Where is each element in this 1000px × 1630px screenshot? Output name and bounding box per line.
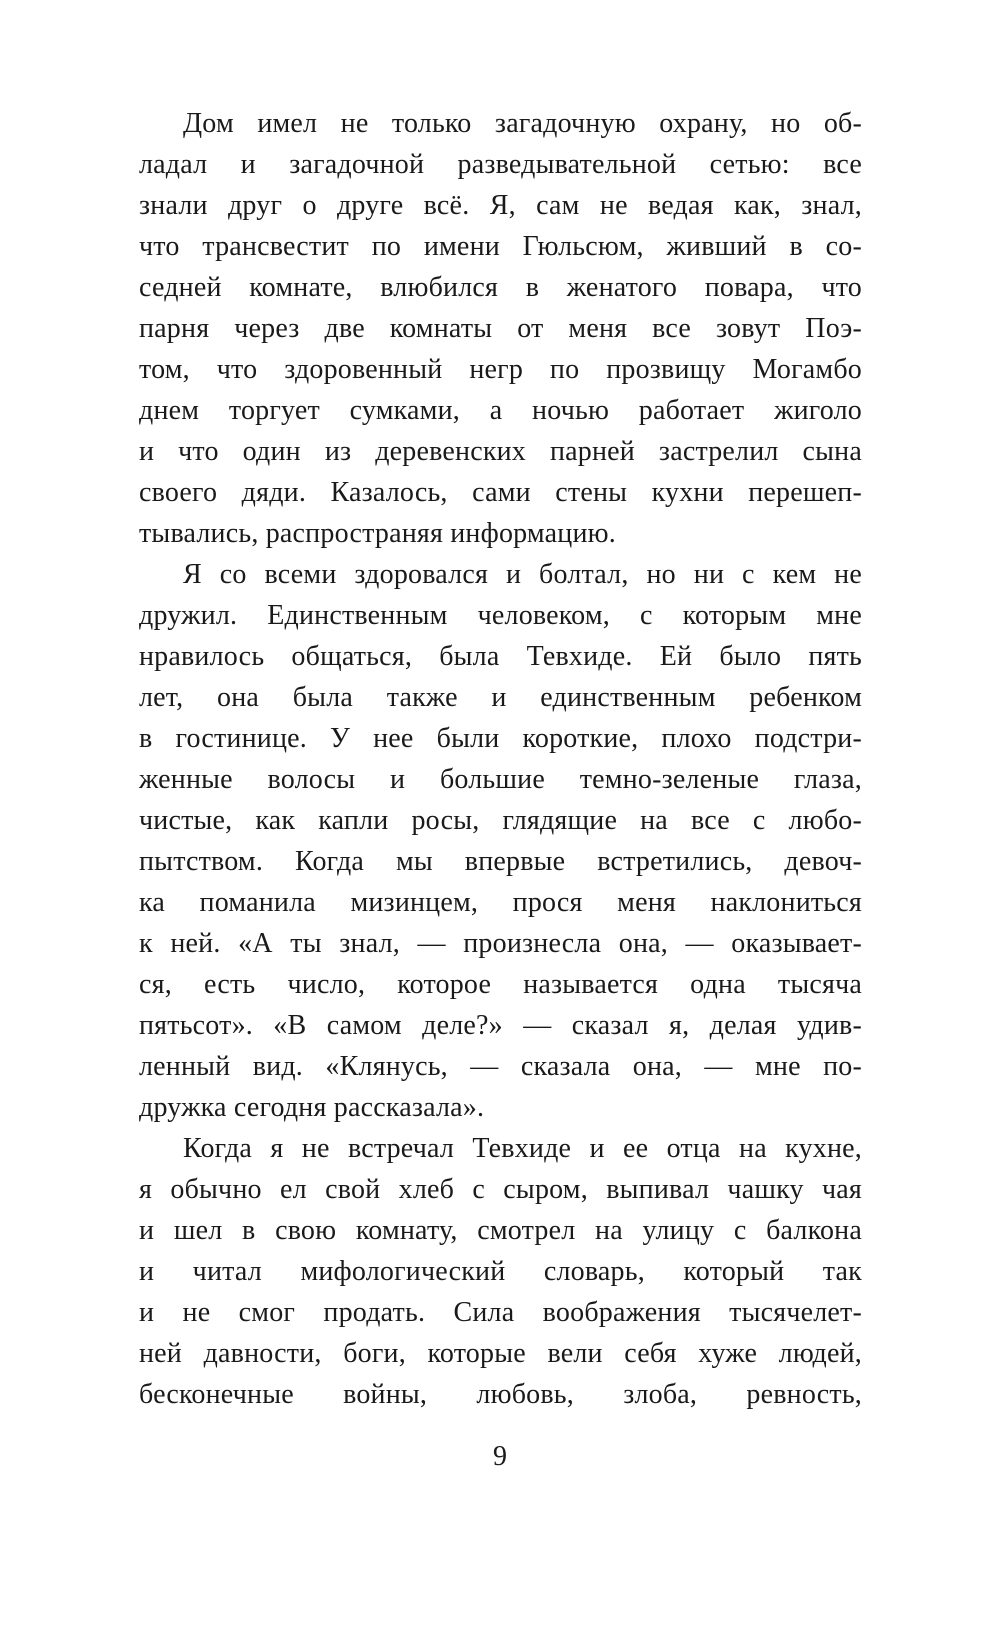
text-line: лет, она была также и единственным ребенком: [139, 682, 862, 713]
paragraph: [139, 103, 862, 554]
text-line: и читал мифологический словарь, который так: [139, 1256, 862, 1287]
text-line: чистые, как капли росы, глядящие на все с любо-: [139, 805, 862, 836]
text-line: нравилось общаться, была Тевхиде. Ей было пять: [139, 641, 862, 672]
text-line: Я со всеми здоровался и болтал, но ни с кем не: [183, 559, 862, 590]
text-line: днем торгует сумками, а ночью работает жиголо: [139, 395, 862, 426]
text-line: пытством. Когда мы впервые встретились, девоч-: [139, 846, 862, 877]
text-line: ленный вид. «Клянусь, — сказала она, — мне по-: [139, 1051, 862, 1082]
text-line: в гостинице. У нее были короткие, плохо подстри-: [139, 723, 862, 754]
text-line: и шел в свою комнату, смотрел на улицу с балкона: [139, 1215, 862, 1246]
text-line: ка поманила мизинцем, прося меня наклониться: [139, 887, 862, 918]
text-line: что трансвестит по имени Гюльсюм, живший в со-: [139, 231, 862, 262]
text-line: ся, есть число, которое называется одна тысяча: [139, 969, 862, 1000]
text-block: [139, 103, 862, 1415]
text-line: к ней. «А ты знал, — произнесла она, — оказывает-: [139, 928, 862, 959]
paragraph: [139, 554, 862, 1128]
text-line: ладал и загадочной разведывательной сетью: все: [139, 149, 862, 180]
text-line: я обычно ел свой хлеб с сыром, выпивал чашку чая: [139, 1174, 862, 1205]
text-line: ней давности, боги, которые вели себя хуже людей,: [139, 1338, 862, 1369]
text-line: пятьсот». «В самом деле?» — сказал я, делая удив-: [139, 1010, 862, 1041]
text-line: женные волосы и большие темно-зеленые глаза,: [139, 764, 862, 795]
text-line: Дом имел не только загадочную охрану, но об-: [183, 108, 862, 139]
text-line: дружка сегодня рассказала».: [139, 1092, 485, 1123]
text-line: тывались, распространяя информацию.: [139, 518, 616, 549]
paragraph: [139, 1128, 862, 1415]
text-line: знали друг о друге всё. Я, сам не ведая как, знал,: [139, 190, 862, 221]
text-line: бесконечные войны, любовь, злоба, ревность,: [139, 1379, 862, 1410]
page-number: 9: [493, 1441, 507, 1472]
text-line: своего дяди. Казалось, сами стены кухни перешеп-: [139, 477, 862, 508]
text-line: парня через две комнаты от меня все зовут Поэ-: [139, 313, 862, 344]
text-line: том, что здоровенный негр по прозвищу Могамбо: [139, 354, 862, 385]
text-line: дружил. Единственным человеком, с которым мне: [139, 600, 862, 631]
text-line: седней комнате, влюбился в женатого повара, что: [139, 272, 862, 303]
text-line: и не смог продать. Сила воображения тысячелет-: [139, 1297, 862, 1328]
text-line: и что один из деревенских парней застрелил сына: [139, 436, 862, 467]
text-line: Когда я не встречал Тевхиде и ее отца на кухне,: [183, 1133, 862, 1164]
